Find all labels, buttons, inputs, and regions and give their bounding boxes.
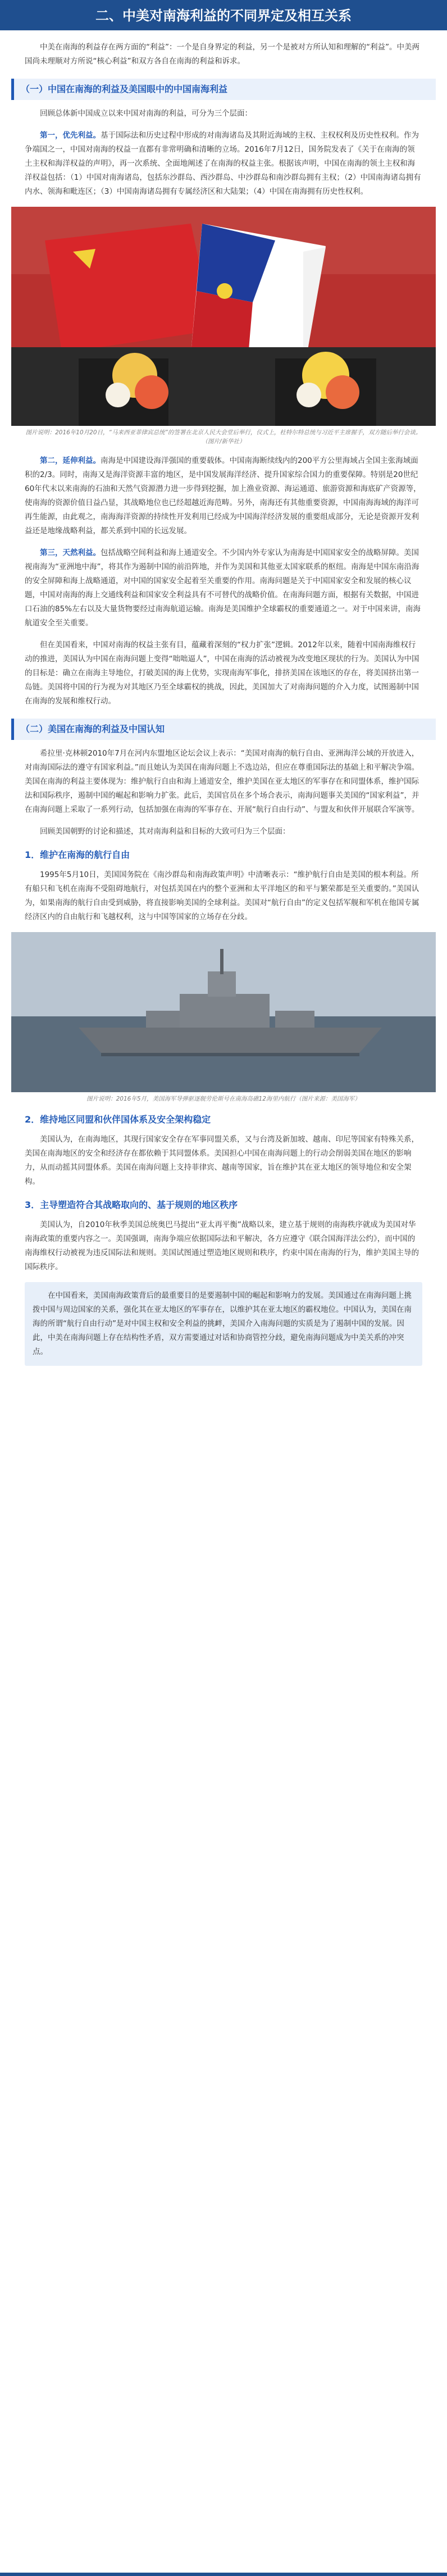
paragraph-label: 第二，延伸利益。: [40, 456, 101, 465]
section-title: 二、中美对南海利益的不同界定及相互关系: [0, 0, 447, 30]
numbered-heading-2: 2．维持地区同盟和伙伴国体系及安全架构稳定: [25, 1114, 211, 1125]
paragraph-label: 第一，优先利益。: [40, 131, 101, 140]
paragraph: 但在美国看来，中国对南海的权益主张有目，蕴藏着深刻的“权力扩张”逻辑。2012年以来，随着中国南海维权行动的推进，美国认为中国在南海问题上变得“咄咄逼人”，中国在南海的活动被视为改变地区现状的行为。美国认为中国的目标是：确立在南海主导地位，打破美国的海上优势，实现南海军事化，排挤美国在该地区的存在，将美国挤出第一岛链。美国将中国的行为视为对其地区乃至全球霸权的挑战，因此，美国加大了对南海问题的介入力度，试图遏制中国在南海的发展和维权行动。: [25, 640, 419, 706]
numbered-heading-1: 1．维护在南海的航行自由: [25, 849, 130, 860]
paragraph: 美国认为，自2010年秋季美国总统奥巴马提出“亚太再平衡”战略以来，建立基于规则的南海秩序就成为美国对华南海政策的重要内容之一。美国强调，南海争端应依据国际法和平解决，各方应遵守《联合国海洋法公约》，而中国的南海维权行动被视为违反国际法和规则。美国试图通过塑造地区规则和秩序，约束中国在南海的行为，维护美国主导的国际秩序。: [25, 1220, 419, 1271]
paragraph: 在中国看来，美国南海政策背后的最重要目的是要遏制中国的崛起和影响力的发展。美国通过在南海问题上挑拨中国与周边国家的关系，强化其在亚太地区的军事存在，以维护其在亚太地区的霸权地位。中国认为，美国在南海的所谓“航行自由行动”是对中国主权和安全利益的挑衅，美国介入南海问题的实质是为了遏制中国的发展。因此，中美在南海问题上存在结构性矛盾，双方需要通过对话和协商管控分歧，避免南海问题成为中美关系的冲突点。: [33, 1291, 412, 1356]
ship-illustration: [11, 932, 436, 1092]
subsection-heading-1: （一）中国在南海的利益及美国眼中的中国南海利益: [11, 79, 436, 100]
subsection-2-body: [0, 747, 447, 924]
subsection-heading-2: （二）美国在南海的利益及中国认知: [11, 719, 436, 740]
photo-caption: 图片说明：2016年10月20日，“马来西亚菲律宾总统”的签署在北京人民大会堂后举行，仪式上，杜特尔特总统与习近平主席握手，双方随后举行会谈。（图片/新华社）: [25, 429, 422, 445]
paragraph-text: 包括战略空间利益和海上通道安全。不少国内外专家认为南海是中国国家安全的战略屏障。美国视南海为“亚洲地中海”，将其作为遏制中国的前沿阵地，并作为美国和其他亚太国家联系的枢纽。南海是中国东南沿海的安全屏障和海上战略通道，对中国的国家安全起着至关重要的作用。南海问题是关于中国国家安全和发展的核心议题，中国对南海的海上交通线利益和国家安全利益具有不可替代的战略价值。在南海问题方面，根据有关数据，中国进口石油的85%左右以及大量货物要经过南海航道运输。南海是美国维护全球霸权的重要通道之一。对于中国来讲，南海航道安全至关重要。: [25, 548, 421, 628]
subsection-1-body: [0, 107, 447, 199]
paragraph: 回顾美国朝野的讨论和描述，其对南海利益和目标的大致可归为三个层面：: [40, 827, 290, 836]
paragraph-text: 南海是中国建设海洋强国的重要载体。中国南海断续线内的200平方公里海域占全国主张海域面积的2/3。同时，南海又是海洋资源丰富的地区，是中国发展海洋经济、提升国家综合国力的重要保障。特别是20世纪60年代末以来南海的石油和天然气资源潜力进一步得到挖掘，加上渔业资源、海运通道、旅游资源和海底矿产资源等，使南海的资源价值日益凸显，其战略地位也已经超越近海范畴。另外，南海还有其他重要资源，中国南海海域的海洋可再生能源，由此观之，南海海洋资源的持续性开发利用已经成为中国海洋经济发展的重要组成部分，无论是资源开发利益还是地缘战略利益，都关系到中国的长远发展。: [25, 456, 421, 535]
paragraph: 1995年5月10日，美国国务院在《南沙群岛和南海政策声明》中清晰表示：“维护航行自由是美国的根本利益。所有船只和飞机在南海不受阻碍地航行，对包括美国在内的整个亚洲和太平洋地区的和平与繁荣都是至关重要的。”美国认为，如果南海的航行自由受到威胁，将直接影响美国的全球利益。美国对“航行自由”的定义包括军舰和军机在他国专属经济区内的自由航行和飞越权利，这与中国等国家的立场存在分歧。: [25, 870, 419, 921]
paragraph-text: 基于国际法和历史过程中形成的对南海诸岛及其附近海域的主权、主权权利及历史性权利。作为争端国之一，中国对南海的权益一直都有非常明确和清晰的立场。2016年7月12日，国务院发表了《关于在南海的领土主权和海洋权益的声明》，再一次系统、全面地阐述了在南海的权益主张。根据该声明，中国在南海的领土主权和海洋权益包括：（1）中国对南海诸岛，包括东沙群岛、西沙群岛、中沙群岛和南沙群岛拥有主权；（2）中国南海诸岛拥有内水、领海和毗连区；（3）中国南海诸岛拥有专属经济区和大陆架；（4）中国在南海拥有历史性权利。: [25, 131, 421, 196]
paragraph: [25, 454, 422, 538]
paragraph: 美国认为，在南海地区，其现行国家安全存在军事同盟关系，又与台湾及新加坡、越南、印尼等国家有特殊关系，美国在南海地区的安全和经济存在都依赖于其同盟体系。美国担心中国在南海问题上的行动会削弱美国在地区的影响力，从而动摇其同盟体系。美国在南海问题上支持菲律宾、越南等国家，旨在维护其在亚太地区的领导地位和安全架构。: [25, 1135, 419, 1186]
footer-rule: [0, 2573, 447, 2576]
news-photo-warship: [11, 932, 436, 1092]
subsection-2-body-continued: [0, 1114, 447, 1366]
photo-illustration: [11, 207, 436, 426]
paragraph: [25, 546, 422, 630]
paragraph-label: 第三，天然利益。: [40, 548, 101, 557]
photo-caption: 图片说明：2016年5月，美国海军导弹驱逐舰劳伦斯号在南海岛礁12海里内航行（图片来源：美国海军）: [86, 1096, 361, 1102]
numbered-heading-3: 3．主导塑造符合其战略取向的、基于规则的地区秩序: [25, 1200, 238, 1210]
paragraph: 希拉里·克林顿2010年7月在河内东盟地区论坛会议上表示：“美国对南海的航行自由、亚洲海洋公域的开放进入，对南海国际法的遵守有国家利益。”而且她认为美国在南海问题上不选边站，但应在尊重国际法的基础上和平解决争端。美国在南海的利益主要体现为：维护航行自由和海上通道安全，维护美国在亚太地区的军事存在和同盟体系，维护国际法和国际秩序，遏制中国的崛起和影响力扩张。此后，美国官员在多个场合表示，南海问题事关美国的“国家利益”，并在南海问题上采取了一系列行动，包括加强在南海的军事存在、开展“航行自由行动”、与盟友和伙伴开展联合军演等。: [25, 749, 419, 814]
article-body: [0, 30, 447, 69]
highlight-box: [25, 1282, 422, 1366]
paragraph: 回顾总体新中国成立以来中国对南海的利益，可分为三个层面：: [40, 109, 252, 118]
subsection-1-body-continued: [0, 454, 447, 708]
paragraph: [25, 129, 422, 199]
news-photo-handshake: [11, 207, 436, 426]
intro-paragraph: 中美在南海的利益存在两方面的“利益”：一个是自身界定的利益，另一个是被对方所认知和理解的“利益”。中美两国尚未理顺对方所说“核心利益”和双方各自在南海的利益和诉求。: [25, 43, 419, 66]
